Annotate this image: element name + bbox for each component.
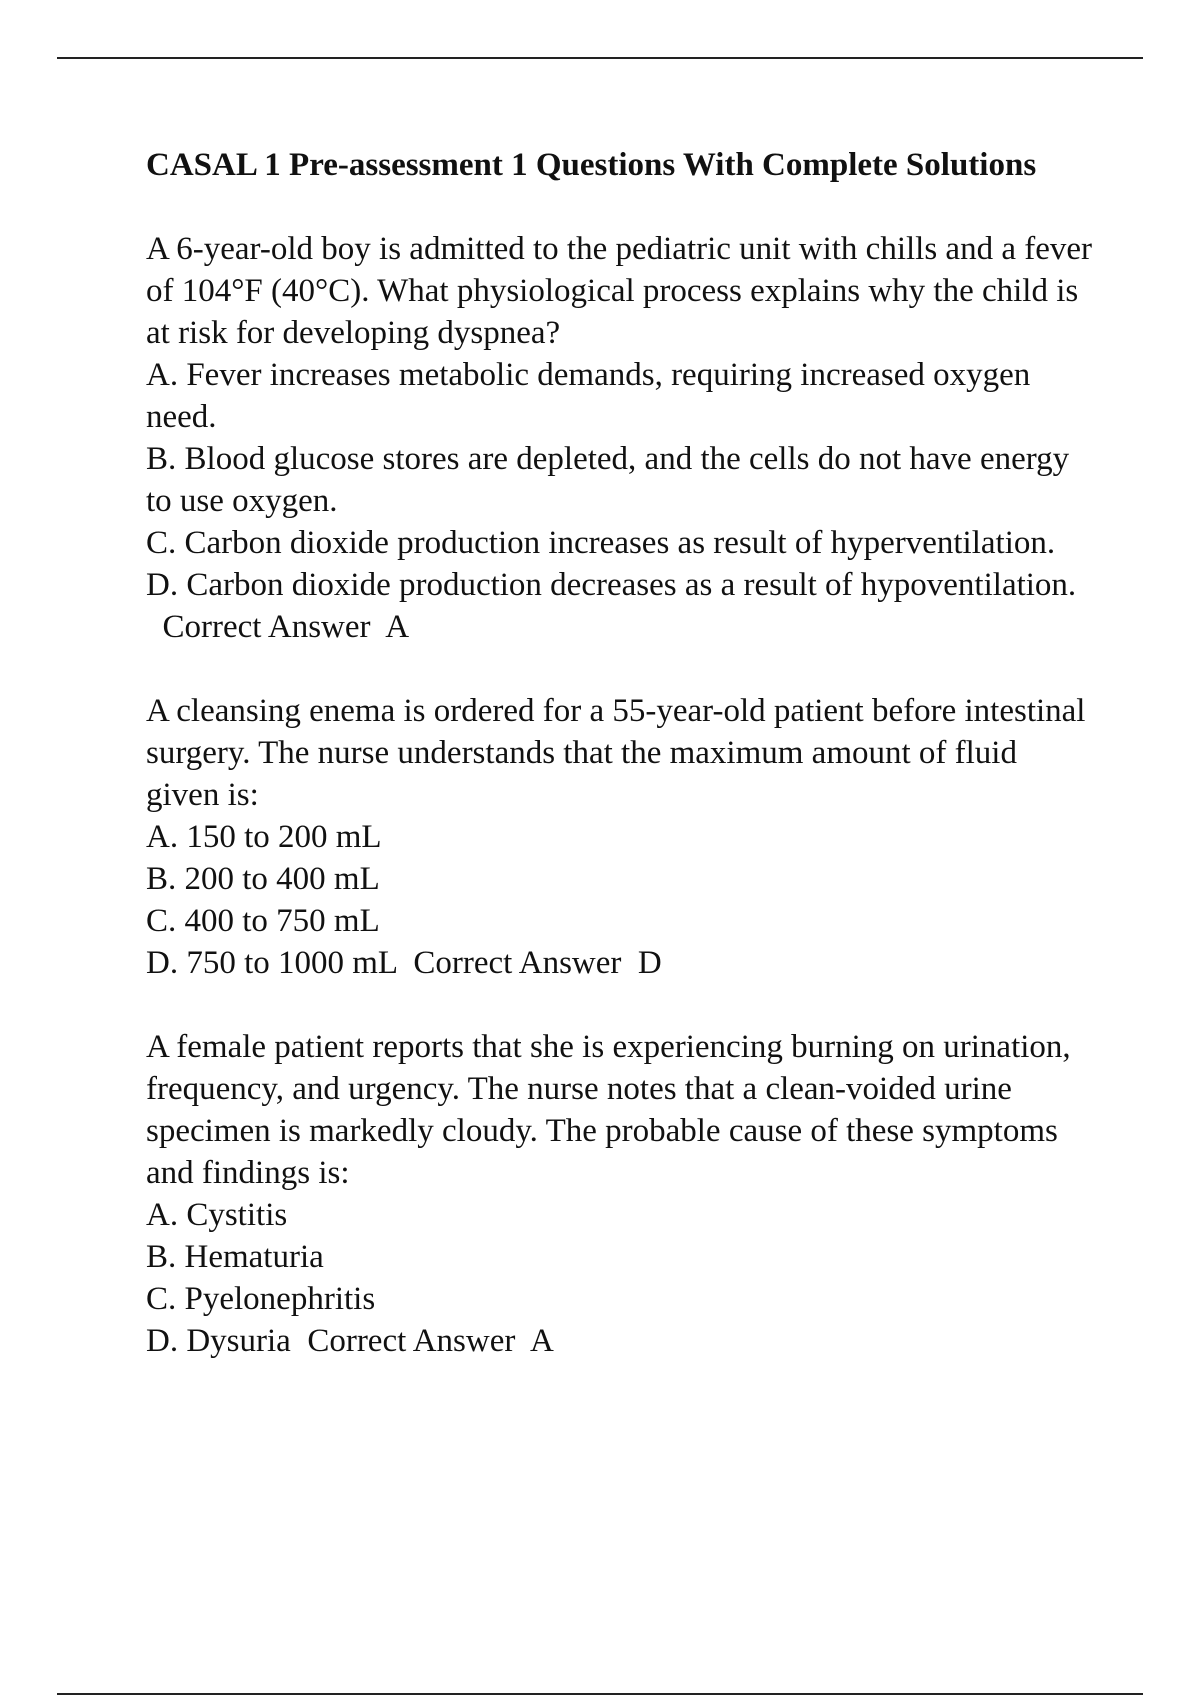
correct-answer-value: D [637, 945, 662, 981]
option-c: C. 400 to 750 mL [146, 903, 380, 939]
option-d: D. 750 to 1000 mL [146, 945, 397, 981]
option-d-with-answer [146, 564, 1096, 648]
option-a: A. Cystitis [146, 1197, 288, 1233]
document-title: CASAL 1 Pre-assessment 1 Questions With Complete Solutions [146, 147, 1037, 183]
option-d: D. Carbon dioxide production decreases as a result of hypoventilation. [146, 567, 1077, 603]
question-2 [146, 690, 1096, 984]
option-a: A. 150 to 200 mL [146, 819, 382, 855]
option-c: C. Pyelonephritis [146, 1281, 376, 1317]
option-d-with-answer [146, 942, 1096, 984]
correct-answer-label: Correct Answer [413, 945, 622, 981]
question-stem: A cleansing enema is ordered for a 55-year-old patient before intestinal surgery. The nurse understands that the maximum amount of fluid given is: [146, 693, 1086, 813]
option-b: B. Hematuria [146, 1239, 324, 1275]
option-b: B. 200 to 400 mL [146, 861, 380, 897]
correct-answer-value: A [530, 1323, 554, 1359]
question-stem: A 6-year-old boy is admitted to the pediatric unit with chills and a fever of 104°F (40°C). What physiological process explains why the child is at risk for developing dyspnea? [146, 231, 1092, 351]
option-d-with-answer [146, 1320, 1096, 1362]
document-body [146, 144, 1096, 1404]
correct-answer-label: Correct Answer [307, 1323, 516, 1359]
option-a: A. Fever increases metabolic demands, requiring increased oxygen need. [146, 357, 1031, 435]
correct-answer-label: Correct Answer [162, 609, 371, 645]
correct-answer-value: A [385, 609, 410, 645]
option-d: D. Dysuria [146, 1323, 291, 1359]
option-c: C. Carbon dioxide production increases as result of hyperventilation. [146, 525, 1056, 561]
footer-rule [57, 1693, 1143, 1695]
header-rule [57, 57, 1143, 59]
option-b: B. Blood glucose stores are depleted, and the cells do not have energy to use oxygen. [146, 441, 1070, 519]
question-1 [146, 228, 1096, 648]
question-stem: A female patient reports that she is experiencing burning on urination, frequency, and urgency. The nurse notes that a clean-voided urine specimen is markedly cloudy. The probable cause of these symptoms and findings is: [146, 1029, 1071, 1191]
question-3 [146, 1026, 1096, 1362]
